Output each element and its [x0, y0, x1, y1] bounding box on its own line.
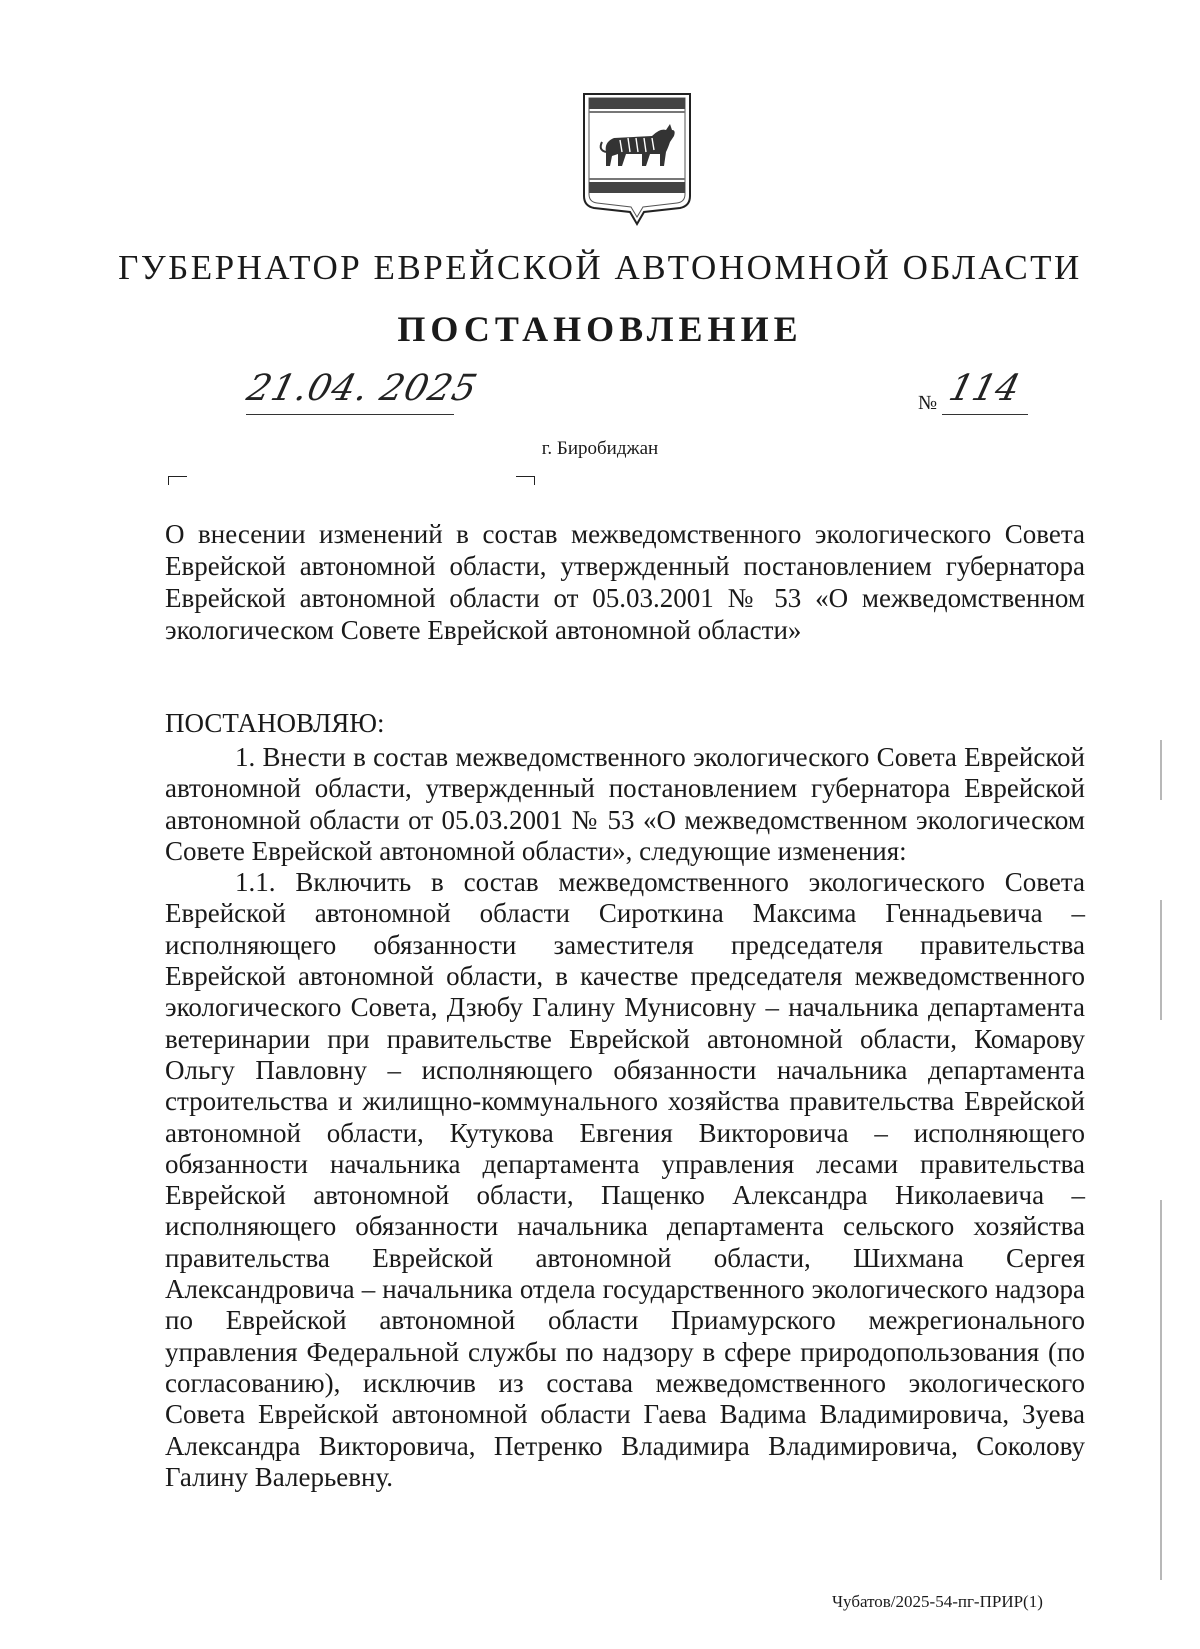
issuing-authority-title: ГУБЕРНАТОР ЕВРЕЙСКОЙ АВТОНОМНОЙ ОБЛАСТИ — [118, 248, 1082, 287]
paragraph-1: 1. Внести в состав межведомственного экологического Совета Еврейской автономной области, утвержденный постановлением губернатора Еврейской автономной области от 05.03.2001 № 53 «О межведомственном экологическом Совете Еврейской автономной области», следующие изменения: — [165, 742, 1085, 866]
date-underline — [246, 414, 454, 415]
paragraph-1-1: 1.1. Включить в состав межведомственного экологического Совета Еврейской автономной области Сироткина Максима Геннадьевича – исполняющего обязанности заместителя председателя правительства Еврейской автономной области, в качестве председателя межведомственного экологического Совета, Дзюбу Галину Мунисовну – начальника департамента ветеринарии при правительстве Еврейской автономной области, Комарову Ольгу Павловну – исполняющего обязанности начальника департамента строительства и жилищно-коммунального хозяйства правительства Еврейской автономной области, Кутукова Евгения Викторовича – исполняющего обязанности начальника департамента управления лесами правительства Еврейской автономной области, Пащенко Александра Николаевича – исполняющего обязанности начальника департамента сельского хозяйства правительства Еврейской автономной области, Шихмана Сергея Александровича – начальника отдела государственного экологического надзора по Еврейской автономной области Приамурского межрегионального управления Федеральной службы по надзору в сфере природопользования (по согласованию), исключив из состава межведомственного экологического Совета Еврейской автономной области Гаева Вадима Владимировича, Зуева Александра Викторовича, Петренко Владимира Владимировича, Соколову Галину Валерьевну. — [165, 867, 1085, 1492]
city-name: г. Биробиджан — [541, 438, 659, 459]
handwritten-date: 21.04. 2025 — [242, 368, 482, 409]
document-body — [165, 742, 1085, 1493]
decree-word: ПОСТАНОВЛЯЮ: — [165, 708, 385, 738]
coat-of-arms-icon — [580, 90, 694, 226]
document-type-title: ПОСТАНОВЛЕНИЕ — [397, 309, 803, 349]
number-label: № — [918, 392, 938, 414]
scan-edge-mark — [1160, 740, 1162, 800]
scan-edge-mark — [1160, 900, 1162, 1020]
document-reference-code: Чубатов/2025-54-пг-ПРИР(1) — [832, 1592, 1043, 1611]
right-corner-mark — [516, 476, 535, 485]
scan-edge-mark — [1160, 1200, 1162, 1580]
document-subject: О внесении изменений в состав межведомственного экологического Совета Еврейской автономной области, утвержденный постановлением губернатора Еврейской автономной области от 05.03.2001 № 53 «О межведомственном экологическом Совете Еврейской автономной области» — [165, 519, 1085, 645]
handwritten-number: 114 — [944, 368, 1024, 409]
number-underline — [942, 414, 1028, 415]
left-corner-mark — [168, 476, 187, 485]
